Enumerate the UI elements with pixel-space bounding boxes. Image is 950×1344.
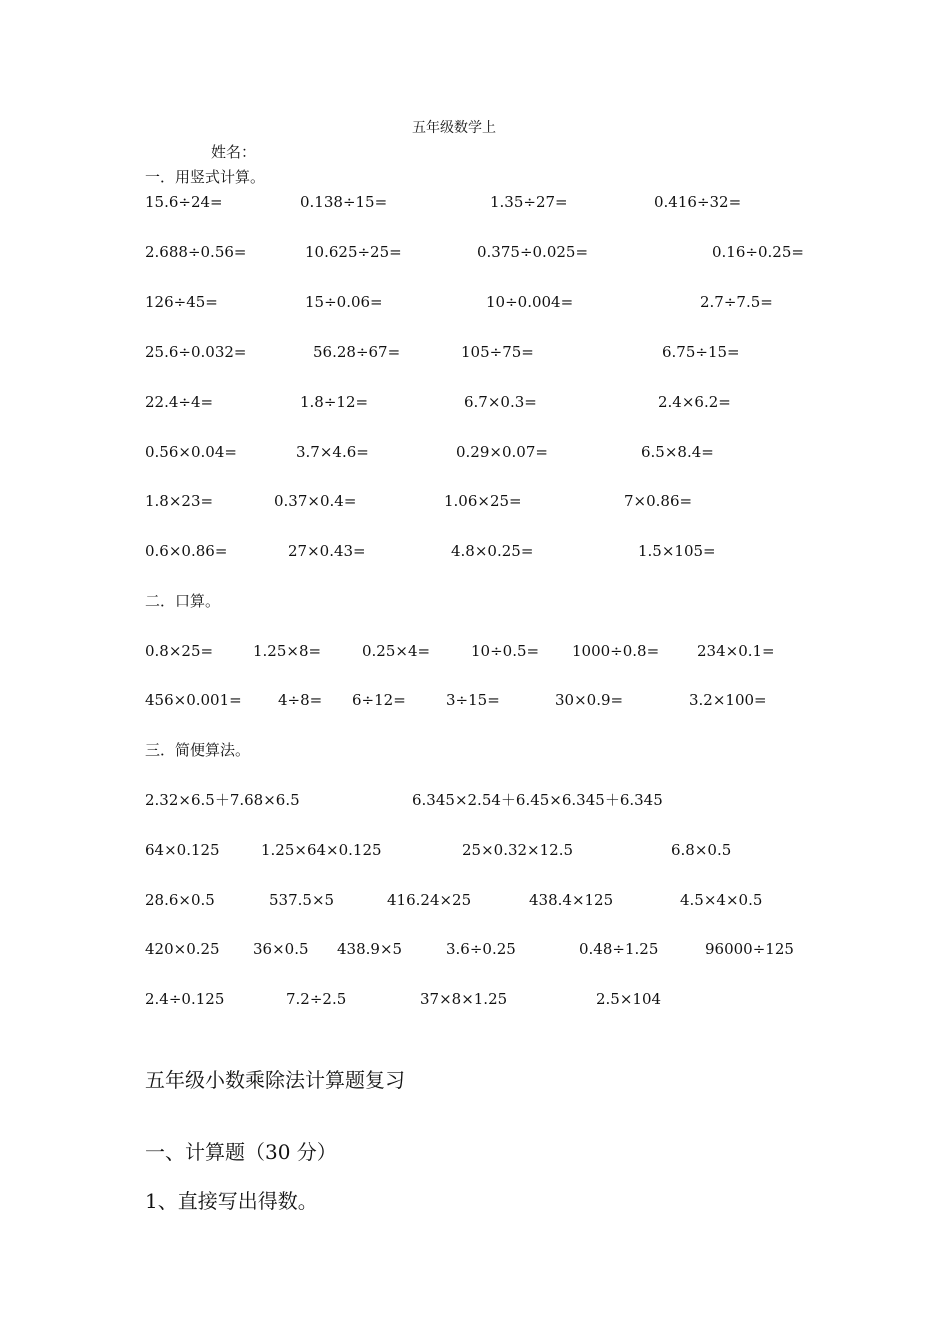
problem: 3.6÷0.25 — [446, 940, 516, 958]
problem: 0.37×0.4= — [274, 492, 357, 510]
problem: 1.25×64×0.125 — [261, 841, 382, 859]
problem: 0.48÷1.25 — [579, 940, 659, 958]
problem: 64×0.125 — [145, 841, 220, 859]
problem: 10÷0.004= — [486, 293, 574, 311]
problem: 15.6÷24= — [145, 193, 223, 211]
problem: 7×0.86= — [624, 492, 693, 510]
problem: 10.625÷25= — [305, 243, 402, 261]
problem: 3÷15= — [446, 691, 500, 709]
problem: 0.56×0.04= — [145, 443, 237, 461]
problem: 438.4×125 — [529, 891, 614, 909]
problem: 6÷12= — [352, 691, 406, 709]
problem: 2.4×6.2= — [658, 393, 731, 411]
problem: 96000÷125 — [705, 940, 794, 958]
problem: 416.24×25 — [387, 891, 472, 909]
section2-heading: 二．口算。 — [145, 592, 221, 610]
problem: 25×0.32×12.5 — [462, 841, 574, 859]
problem: 2.5×104 — [596, 990, 662, 1008]
problem: 15÷0.06= — [305, 293, 383, 311]
problem: 4.8×0.25= — [451, 542, 534, 560]
problem: 7.2÷2.5 — [286, 990, 347, 1008]
name-label: 姓名： — [211, 143, 257, 161]
problem: 0.16÷0.25= — [712, 243, 804, 261]
problem: 1.06×25= — [444, 492, 522, 510]
problem: 420×0.25 — [145, 940, 220, 958]
problem: 456×0.001= — [145, 691, 242, 709]
review-title: 五年级小数乘除法计算题复习 — [145, 1068, 405, 1092]
problem: 1.5×105= — [638, 542, 716, 560]
section1-heading: 一．用竖式计算。 — [145, 168, 266, 186]
problem: 105÷75= — [461, 343, 534, 361]
problem: 6.345×2.54＋6.45×6.345＋6.345 — [412, 791, 663, 809]
problem: 0.25×4= — [362, 642, 431, 660]
problem: 25.6÷0.032= — [145, 343, 247, 361]
problem: 126÷45= — [145, 293, 218, 311]
problem: 1000÷0.8= — [572, 642, 660, 660]
problem: 0.8×25= — [145, 642, 214, 660]
problem: 28.6×0.5 — [145, 891, 215, 909]
review-part1-heading: 一、计算题（30 分） — [145, 1140, 337, 1164]
problem: 30×0.9= — [555, 691, 624, 709]
problem: 3.7×4.6= — [296, 443, 369, 461]
problem: 1.35÷27= — [490, 193, 568, 211]
problem: 27×0.43= — [288, 542, 366, 560]
problem: 3.2×100= — [689, 691, 767, 709]
problem: 0.29×0.07= — [456, 443, 548, 461]
problem: 6.8×0.5 — [671, 841, 732, 859]
problem: 56.28÷67= — [313, 343, 401, 361]
problem: 2.4÷0.125 — [145, 990, 225, 1008]
problem: 1.8×23= — [145, 492, 214, 510]
page-title: 五年级数学上 — [412, 120, 496, 136]
problem: 6.75÷15= — [662, 343, 740, 361]
problem: 36×0.5 — [253, 940, 309, 958]
problem: 2.7÷7.5= — [700, 293, 773, 311]
problem: 10÷0.5= — [471, 642, 540, 660]
problem: 6.7×0.3= — [464, 393, 537, 411]
problem: 22.4÷4= — [145, 393, 214, 411]
review-item1: 1、直接写出得数。 — [145, 1189, 318, 1213]
problem: 2.32×6.5＋7.68×6.5 — [145, 791, 300, 809]
section3-heading: 三．简便算法。 — [145, 741, 251, 759]
problem: 0.416÷32= — [654, 193, 742, 211]
problem: 37×8×1.25 — [420, 990, 508, 1008]
problem: 4.5×4×0.5 — [680, 891, 763, 909]
problem: 537.5×5 — [269, 891, 335, 909]
problem: 0.138÷15= — [300, 193, 388, 211]
problem: 1.25×8= — [253, 642, 322, 660]
problem: 4÷8= — [278, 691, 323, 709]
problem: 1.8÷12= — [300, 393, 369, 411]
problem: 438.9×5 — [337, 940, 403, 958]
problem: 0.6×0.86= — [145, 542, 228, 560]
problem: 6.5×8.4= — [641, 443, 714, 461]
problem: 234×0.1= — [697, 642, 775, 660]
problem: 2.688÷0.56= — [145, 243, 247, 261]
problem: 0.375÷0.025= — [477, 243, 589, 261]
